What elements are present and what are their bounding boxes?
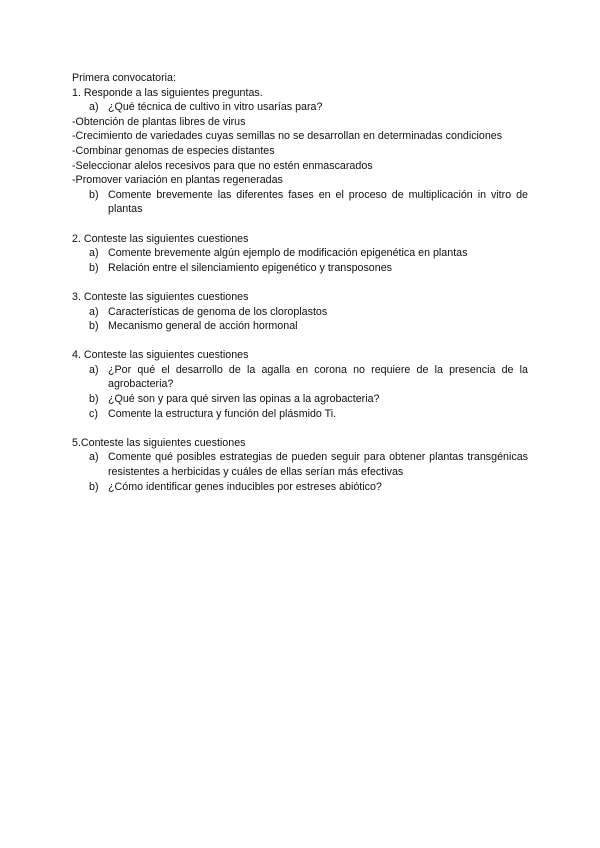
question-1-title: 1. Responde a las siguientes preguntas.	[72, 86, 263, 99]
item-marker: c)	[89, 407, 98, 420]
item-text: Mecanismo general de acción hormonal	[108, 320, 298, 333]
question-4-title: 4. Conteste las siguientes cuestiones	[72, 349, 249, 362]
question-4-item-a	[72, 363, 528, 392]
question-3-item-a	[72, 305, 528, 320]
question-5-item-a	[72, 450, 528, 479]
item-text: Relación entre el silenciamiento epigenético y transposones	[108, 261, 392, 274]
item-text: ¿Qué son y para qué sirven las opinas a la agrobacteria?	[108, 393, 380, 406]
item-text: Características de genoma de los cloroplastos	[108, 305, 328, 318]
item-marker: a)	[89, 101, 99, 114]
question-5-item-b	[72, 480, 528, 495]
question-5-title: 5.Conteste las siguientes cuestiones	[72, 436, 246, 449]
item-text: Comente la estructura y función del plásmido Ti.	[108, 407, 337, 420]
item-text: ¿Cómo identificar genes inducibles por estreses abiótico?	[108, 480, 382, 493]
dash-item: -Combinar genomas de especies distantes	[72, 144, 275, 157]
item-marker: a)	[89, 451, 99, 464]
question-2-item-a	[72, 246, 528, 261]
question-3-title: 3. Conteste las siguientes cuestiones	[72, 290, 249, 303]
question-4-item-c	[72, 407, 528, 422]
item-marker: a)	[89, 247, 99, 260]
exam-document	[72, 71, 528, 494]
item-marker: b)	[89, 188, 99, 201]
question-2-title: 2. Conteste las siguientes cuestiones	[72, 232, 249, 245]
dash-item: -Obtención de plantas libres de virus	[72, 115, 246, 128]
dash-item: -Crecimiento de variedades cuyas semillas no se desarrollan en determinadas condiciones	[72, 130, 503, 143]
question-1-item-a	[72, 100, 528, 115]
question-1-item-b	[72, 188, 528, 217]
item-text: Comente brevemente algún ejemplo de modificación epigenética en plantas	[108, 247, 468, 260]
item-text: ¿Qué técnica de cultivo in vitro usarías para?	[108, 101, 323, 114]
item-marker: b)	[89, 393, 99, 406]
item-marker: a)	[89, 305, 99, 318]
item-marker: b)	[89, 261, 99, 274]
item-text: Comente qué posibles estrategias de pueden seguir para obtener plantas transgénicas resistentes a herbicidas y cuáles de ellas serían más efectivas	[108, 451, 528, 479]
dash-item: -Promover variación en plantas regeneradas	[72, 174, 283, 187]
exam-header: Primera convocatoria:	[72, 72, 176, 84]
dash-item: -Seleccionar alelos recesivos para que no estén enmascarados	[72, 159, 373, 172]
item-text: Comente brevemente las diferentes fases en el proceso de multiplicación in vitro de plantas	[108, 188, 528, 216]
item-marker: b)	[89, 320, 99, 333]
item-marker: a)	[89, 363, 99, 376]
item-text: ¿Por qué el desarrollo de la agalla en corona no requiere de la presencia de la agrobacteria?	[108, 363, 528, 391]
question-3-item-b	[72, 319, 528, 334]
question-4-item-b	[72, 392, 528, 407]
item-marker: b)	[89, 480, 99, 493]
question-2-item-b	[72, 261, 528, 276]
